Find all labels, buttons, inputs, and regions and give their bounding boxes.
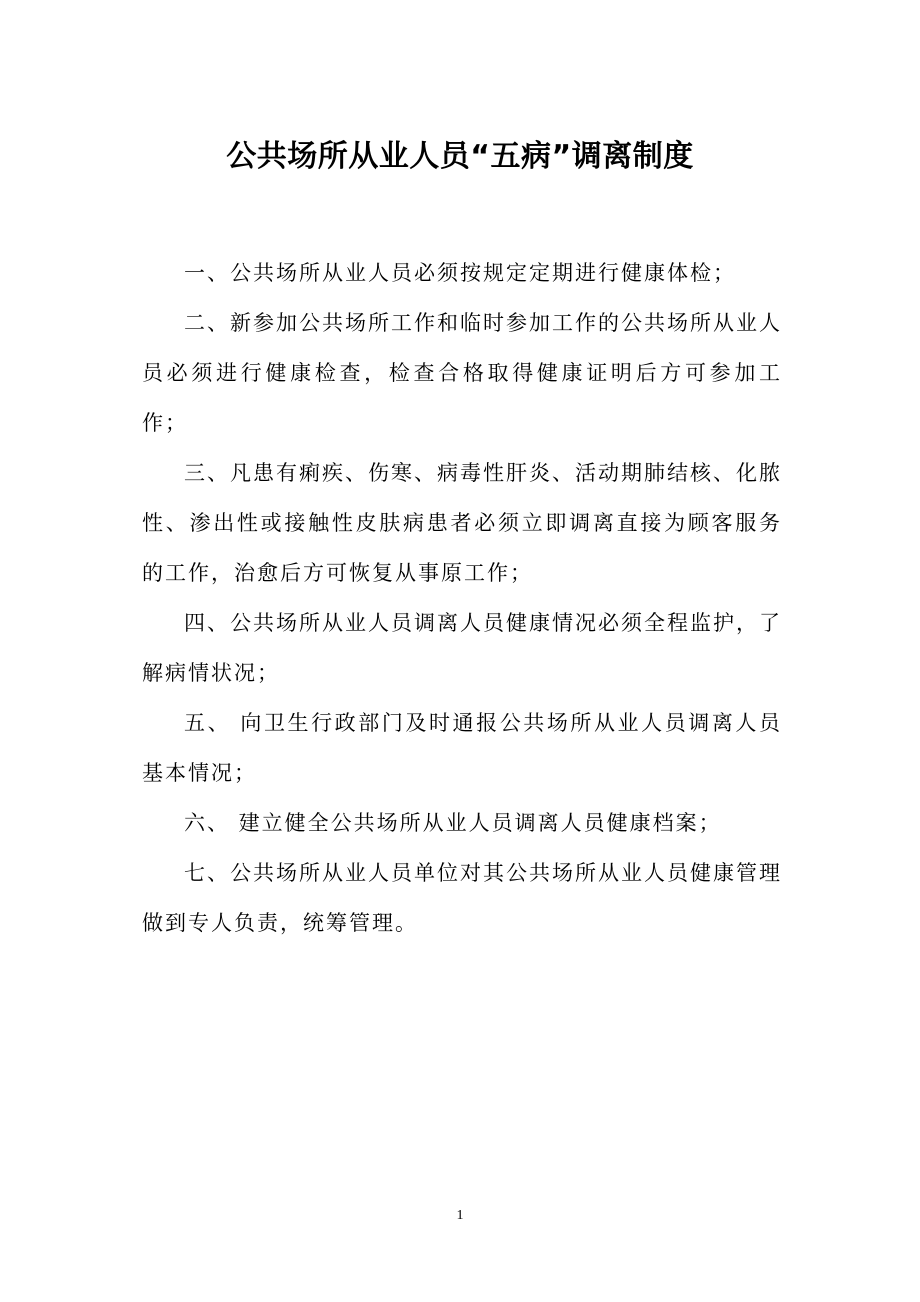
rule-paragraph-5: 五、 向卫生行政部门及时通报公共场所从业人员调离人员基本情况； [142,711,782,785]
rule-paragraph-2: 二、新参加公共场所工作和临时参加工作的公共场所从业人员必须进行健康检查，检查合格取得健康证明后方可参加工作； [142,311,782,435]
rule-paragraph-6: 六、 建立健全公共场所从业人员调离人员健康档案； [184,811,722,835]
document-body [142,248,782,948]
page-number: 1 [456,1208,464,1223]
rule-paragraph-3: 三、凡患有痢疾、伤寒、病毒性肝炎、活动期肺结核、化脓性、渗出性或接触性皮肤病患者必须立即调离直接为顾客服务的工作，治愈后方可恢复从事原工作； [142,461,782,585]
rule-paragraph-7: 七、公共场所从业人员单位对其公共场所从业人员健康管理做到专人负责，统筹管理。 [142,861,782,935]
rule-paragraph-4: 四、公共场所从业人员调离人员健康情况必须全程监护，了解病情状况； [142,611,782,685]
page-title: 公共场所从业人员“五病”调离制度 [226,139,694,174]
rule-paragraph-1: 一、公共场所从业人员必须按规定定期进行健康体检； [184,261,736,285]
